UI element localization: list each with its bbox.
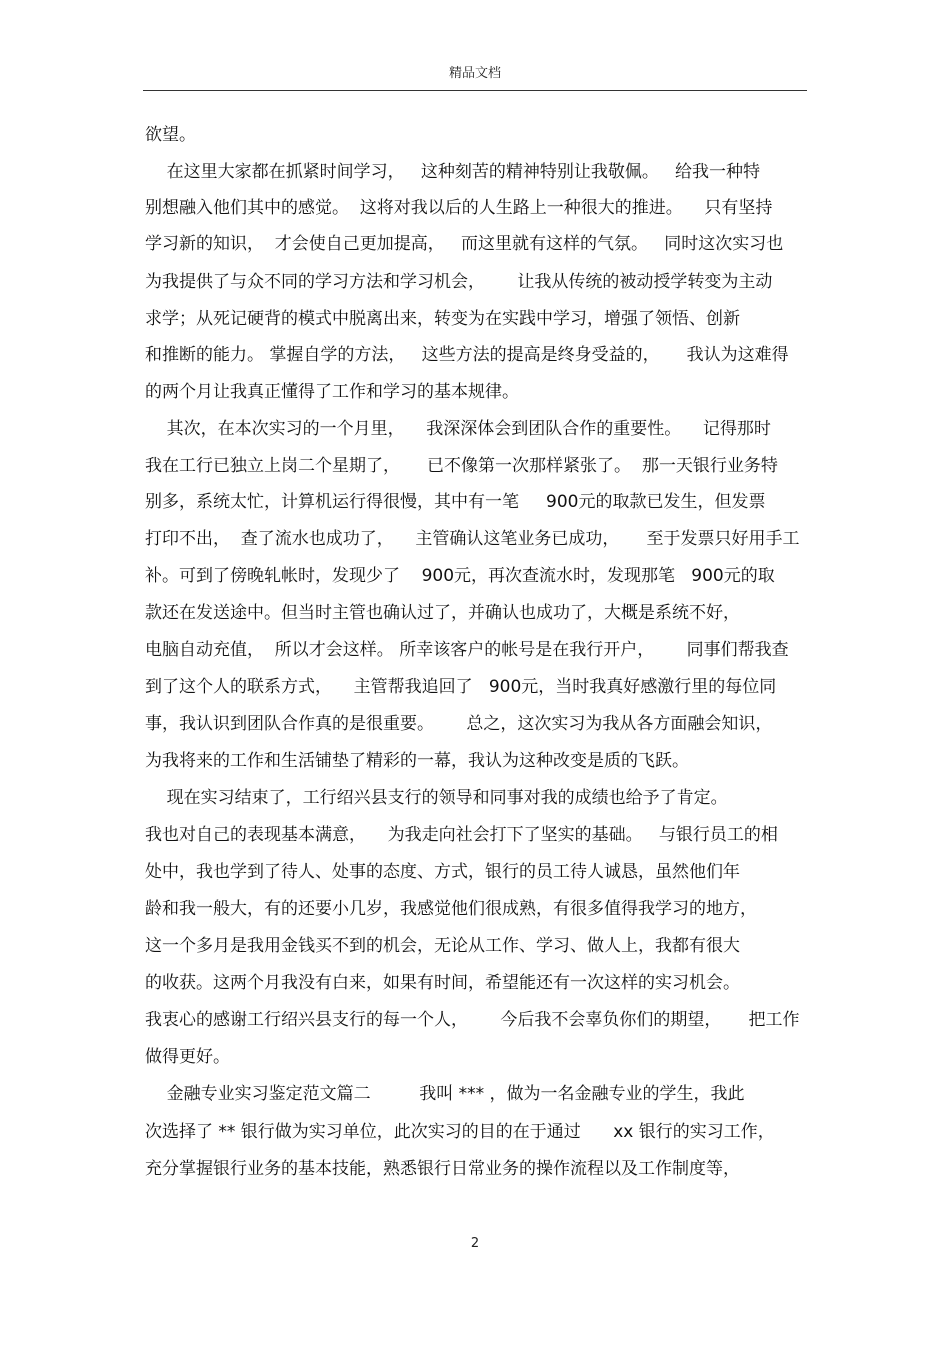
text-line: 为我将来的工作和生活铺垫了精彩的一幕，我认为这种改变是质的飞跃。 xyxy=(145,751,689,771)
text-line: 别多，系统太忙，计算机运行得很慢，其中有一笔 900元的取款已发生，但发票 xyxy=(145,492,766,512)
text-line: 事，我认识到团队合作真的是很重要。 总之，这次实习为我从各方面融会知识， xyxy=(145,714,773,734)
text-line: 现在实习结束了，工行绍兴县支行的领导和同事对我的成绩也给予了肯定。 xyxy=(145,788,728,808)
text-line: 求学；从死记硬背的模式中脱离出来，转变为在实践中学习，增强了领悟、创新 xyxy=(145,309,740,329)
text-line: 款还在发送途中。但当时主管也确认过了，并确认也成功了，大概是系统不好， xyxy=(145,603,740,623)
text-line: 为我提供了与众不同的学习方法和学习机会， 让我从传统的被动授学转变为主动 xyxy=(145,272,773,292)
text-line: 龄和我一般大，有的还要小几岁，我感觉他们很成熟，有很多值得我学习的地方， xyxy=(145,899,757,919)
text-line: 欲望。 xyxy=(145,125,196,145)
text-line: 这一个多月是我用金钱买不到的机会，无论从工作、学习、做人上，我都有很大 xyxy=(145,936,740,956)
text-line: 其次，在本次实习的一个月里， 我深深体会到团队合作的重要性。 记得那时 xyxy=(145,419,771,439)
page-number: 2 xyxy=(470,1236,480,1251)
text-line: 充分掌握银行业务的基本技能，熟悉银行日常业务的操作流程以及工作制度等， xyxy=(145,1159,740,1179)
text-line: 次选择了 ** 银行做为实习单位，此次实习的目的在于通过 xx 银行的实习工作， xyxy=(145,1122,775,1142)
text-line: 我在工行已独立上岗二个星期了， 已不像第一次那样紧张了。 那一天银行业务特 xyxy=(145,456,778,476)
text-line: 打印不出， 查了流水也成功了， 主管确认这笔业务已成功， 至于发票只好用手工 xyxy=(145,529,800,549)
text-line: 补。可到了傍晚轧帐时，发现少了 900元，再次查流水时，发现那笔 900元的取 xyxy=(145,566,775,586)
text-line: 别想融入他们其中的感觉。 这将对我以后的人生路上一种很大的推进。 只有坚持 xyxy=(145,198,773,218)
page-header: 精品文档 xyxy=(448,66,501,81)
text-line: 的两个月让我真正懂得了工作和学习的基本规律。 xyxy=(145,382,519,402)
text-line: 和推断的能力。 掌握自学的方法， 这些方法的提高是终身受益的， 我认为这难得 xyxy=(145,345,789,365)
text-line: 在这里大家都在抓紧时间学习， 这种刻苦的精神特别让我敬佩。 给我一种特 xyxy=(145,162,761,182)
text-line: 处中，我也学到了待人、处事的态度、方式，银行的员工待人诚恳，虽然他们年 xyxy=(145,862,740,882)
text-line: 学习新的知识， 才会使自己更加提高， 而这里就有这样的气氛。 同时这次实习也 xyxy=(145,234,784,254)
text-line: 到了这个人的联系方式， 主管帮我追回了 900元，当时我真好感激行里的每位同 xyxy=(145,677,777,697)
text-line: 的收获。这两个月我没有白来，如果有时间，希望能还有一次这样的实习机会。 xyxy=(145,973,740,993)
text-line: 我衷心的感谢工行绍兴县支行的每一个人， 今后我不会辜负你们的期望， 把工作 xyxy=(145,1010,800,1030)
text-line: 做得更好。 xyxy=(145,1047,230,1067)
text-line: 我也对自己的表现基本满意， 为我走向社会打下了坚实的基础。 与银行员工的相 xyxy=(145,825,778,845)
text-line: 电脑自动充值， 所以才会这样。 所幸该客户的帐号是在我行开户， 同事们帮我查 xyxy=(145,640,789,660)
text-line: 金融专业实习鉴定范文篇二 我叫 *** ，做为一名金融专业的学生，我此 xyxy=(145,1084,745,1104)
